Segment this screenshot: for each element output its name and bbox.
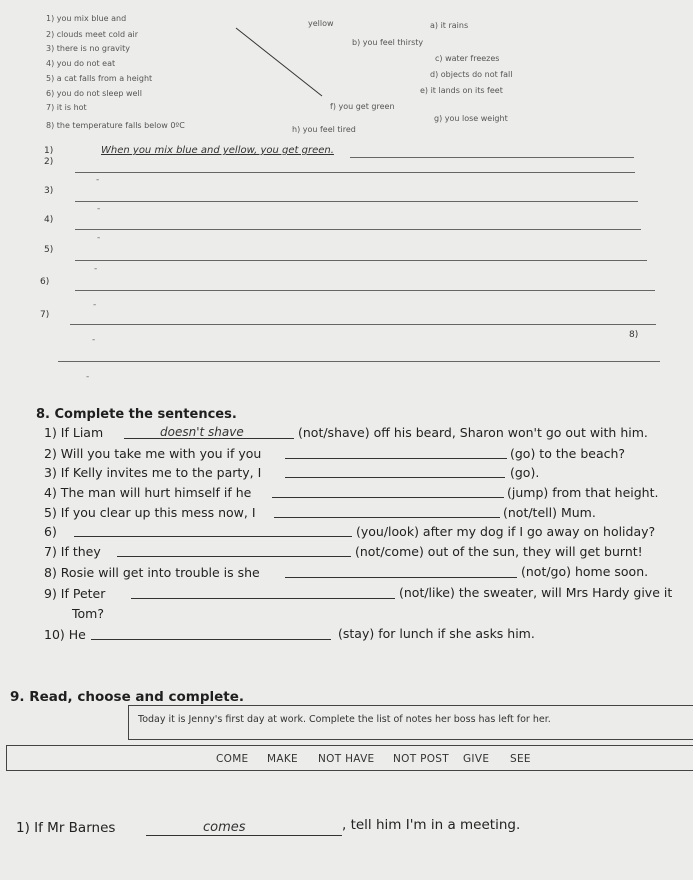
answer-line-6[interactable] bbox=[75, 290, 655, 291]
s8-item-1-pre: 1) If Liam bbox=[44, 425, 104, 440]
s8-item-5-pre: 5) If you clear up this mess now, I bbox=[44, 505, 256, 520]
s8-item-10-pre: 10) He bbox=[44, 627, 86, 642]
s8-item-5-blank[interactable] bbox=[274, 517, 500, 518]
intro-text: Today it is Jenny's first day at work. Complete the list of notes her boss has left for her. bbox=[138, 714, 551, 725]
s8-item-2-pre: 2) Will you take me with you if you bbox=[44, 446, 262, 461]
s8-item-3-blank[interactable] bbox=[285, 477, 505, 478]
line-number-7: 7) bbox=[40, 310, 50, 320]
word-make: MAKE bbox=[267, 753, 298, 765]
s8-item-8-post: (not/go) home soon. bbox=[521, 564, 649, 579]
s8-item-9-cont: Tom? bbox=[72, 606, 104, 621]
s8-item-10-post: (stay) for lunch if she asks him. bbox=[338, 626, 535, 641]
match-left-5: 5) a cat falls from a height bbox=[46, 74, 153, 83]
match-right-h: h) you feel tired bbox=[292, 125, 356, 134]
line-number-1: 1) bbox=[44, 146, 54, 156]
match-right-e: e) it lands on its feet bbox=[420, 86, 503, 95]
answer-line-8[interactable] bbox=[58, 361, 660, 362]
answer-line-7[interactable] bbox=[70, 324, 656, 325]
s8-item-4-blank[interactable] bbox=[272, 497, 504, 498]
answer-line-2[interactable] bbox=[75, 172, 635, 173]
line-dash: - bbox=[94, 264, 98, 274]
match-right-f: f) you get green bbox=[330, 102, 395, 111]
s9-item-1-answer: comes bbox=[203, 820, 246, 835]
s8-item-9-post: (not/like) the sweater, will Mrs Hardy give it bbox=[399, 585, 673, 600]
match-right-g: g) you lose weight bbox=[434, 114, 508, 123]
answer-line-1[interactable] bbox=[350, 157, 634, 158]
line-number-5: 5) bbox=[44, 245, 54, 255]
match-left-3: 3) there is no gravity bbox=[46, 44, 130, 53]
s8-item-2-post: (go) to the beach? bbox=[510, 446, 626, 461]
section-8-title: 8. Complete the sentences. bbox=[36, 407, 237, 422]
match-right-d: d) objects do not fall bbox=[430, 70, 513, 79]
word-give: GIVE bbox=[463, 753, 490, 765]
s8-item-2-blank[interactable] bbox=[285, 458, 507, 459]
match-yellow: yellow bbox=[308, 19, 334, 28]
s8-item-7-blank[interactable] bbox=[117, 556, 351, 557]
answer-line-3[interactable] bbox=[75, 201, 638, 202]
match-left-8: 8) the temperature falls below 0ºC bbox=[46, 121, 185, 130]
answer-line-5[interactable] bbox=[75, 260, 647, 261]
s8-item-10-blank[interactable] bbox=[91, 639, 331, 640]
s8-item-9-pre: 9) If Peter bbox=[44, 586, 106, 601]
s8-item-8-blank[interactable] bbox=[285, 577, 517, 578]
s9-item-1-post: , tell him I'm in a meeting. bbox=[342, 817, 521, 833]
line-number-3: 3) bbox=[44, 186, 54, 196]
match-left-6: 6) you do not sleep well bbox=[46, 89, 142, 98]
s8-item-4-post: (jump) from that height. bbox=[507, 485, 659, 500]
answer-1-text: When you mix blue and yellow, you get green. bbox=[101, 145, 334, 156]
s8-item-6-post: (you/look) after my dog if I go away on holiday? bbox=[356, 524, 656, 539]
line-dash: - bbox=[97, 204, 101, 214]
word-come: COME bbox=[216, 753, 249, 765]
line-number-8: 8) bbox=[629, 330, 639, 340]
line-number-4: 4) bbox=[44, 215, 54, 225]
line-number-6: 6) bbox=[40, 277, 50, 287]
line-dash: - bbox=[93, 300, 97, 310]
s8-item-3-post: (go). bbox=[510, 465, 540, 480]
line-dash: - bbox=[92, 335, 96, 345]
s8-item-8-pre: 8) Rosie will get into trouble is she bbox=[44, 565, 260, 580]
word-not-post: NOT POST bbox=[393, 753, 449, 765]
line-dash: - bbox=[86, 372, 90, 382]
s8-item-1-blank[interactable] bbox=[124, 438, 294, 439]
match-left-7: 7) it is hot bbox=[46, 103, 87, 112]
s8-item-4-pre: 4) The man will hurt himself if he bbox=[44, 485, 252, 500]
word-not-have: NOT HAVE bbox=[318, 753, 375, 765]
section-9-title: 9. Read, choose and complete. bbox=[10, 689, 245, 705]
match-right-b: b) you feel thirsty bbox=[352, 38, 424, 47]
s8-item-5-post: (not/tell) Mum. bbox=[503, 505, 596, 520]
match-right-a: a) it rains bbox=[430, 21, 469, 30]
s8-item-7-pre: 7) If they bbox=[44, 544, 101, 559]
s8-item-9-blank[interactable] bbox=[131, 598, 395, 599]
s8-item-1-answer: doesn't shave bbox=[160, 425, 244, 439]
s9-item-1-pre: 1) If Mr Barnes bbox=[16, 820, 116, 836]
s8-item-7-post: (not/come) out of the sun, they will get burnt! bbox=[355, 544, 643, 559]
word-see: SEE bbox=[510, 753, 531, 765]
answer-line-4[interactable] bbox=[75, 229, 641, 230]
match-left-2: 2) clouds meet cold air bbox=[46, 30, 138, 39]
match-left-4: 4) you do not eat bbox=[46, 59, 116, 68]
s8-item-6-blank[interactable] bbox=[74, 536, 352, 537]
s8-item-3-pre: 3) If Kelly invites me to the party, I bbox=[44, 465, 262, 480]
s9-item-1-blank[interactable] bbox=[146, 835, 342, 836]
line-dash: - bbox=[97, 233, 101, 243]
line-dash: - bbox=[96, 175, 100, 185]
match-right-c: c) water freezes bbox=[435, 54, 500, 63]
line-number-2: 2) bbox=[44, 157, 54, 167]
match-left-1: 1) you mix blue and bbox=[46, 14, 127, 23]
s8-item-6-pre: 6) bbox=[44, 524, 57, 539]
s8-item-1-post: (not/shave) off his beard, Sharon won't go out with him. bbox=[298, 425, 648, 440]
match-connector-line bbox=[0, 0, 693, 140]
